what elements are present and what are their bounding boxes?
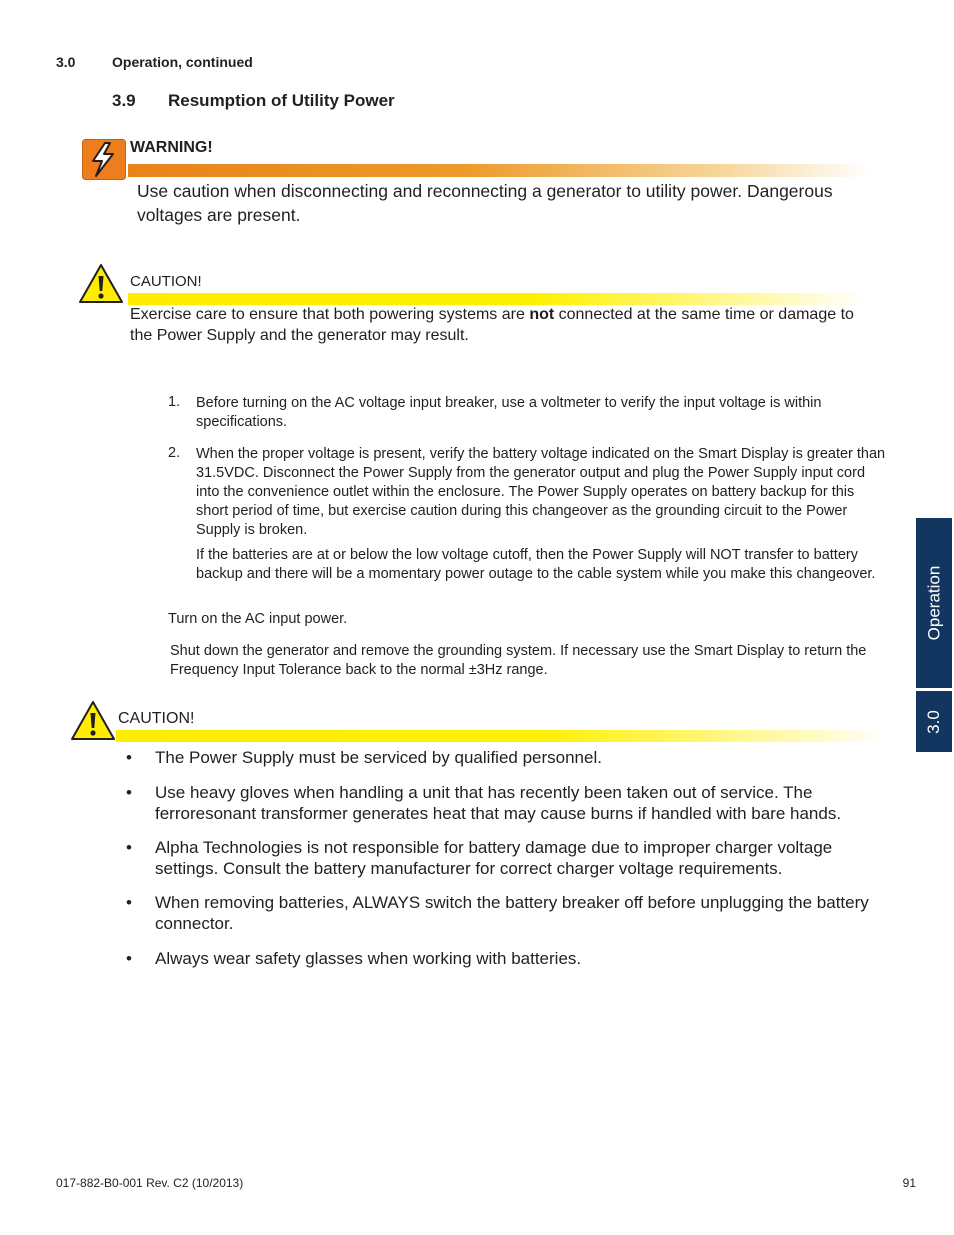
step-text: When the proper voltage is present, verify the battery voltage indicated on the Smart Display is greater than 31.5VDC. Disconnect the Power Supply from the generator output and plug the Power Supply input cord into the convenience outlet within the enclosure. The Power Supply operates on battery backup for this short period of time, but exercise caution during this changeover as the grounding circuit to the Power Supply is broken. <box>196 446 886 538</box>
bullet-marker: • <box>126 949 132 968</box>
bullet-marker: • <box>126 838 132 857</box>
section-header: Operation, continued <box>112 54 253 70</box>
page-number: 91 <box>902 1176 916 1190</box>
chapter-tab-number: 3.0 <box>923 709 943 734</box>
step-number: 2. <box>168 445 181 461</box>
caution-title: CAUTION! <box>130 273 202 290</box>
bullet-marker: • <box>126 893 132 912</box>
warning-text: Use caution when disconnecting and reconnecting a generator to utility power. Dangerous voltages are present. <box>137 181 833 225</box>
warning-title: WARNING! <box>130 139 213 156</box>
caution-text: Exercise care to ensure that both powering systems are not connected at the same time or damage to the Power Supply and the generator may result. <box>130 306 854 344</box>
page-title: Resumption of Utility Power <box>168 91 395 110</box>
lightning-icon <box>82 139 126 180</box>
bullet-marker: • <box>126 783 132 802</box>
bullet-marker: • <box>126 748 132 767</box>
caution-title: CAUTION! <box>118 710 195 727</box>
warning-bar <box>128 164 870 177</box>
exclamation-triangle-icon <box>78 263 124 304</box>
step-text: Turn on the AC input power. <box>168 611 348 627</box>
doc-number: 017-882-B0-001 Rev. C2 (10/2013) <box>56 1176 244 1190</box>
list-item: Use heavy gloves when handling a unit that has recently been taken out of service. The ferroresonant transformer generates heat that may cause burns if handled with bare hands. <box>155 783 842 823</box>
list-item: Always wear safety glasses when working with batteries. <box>155 949 582 968</box>
step-number: 1. <box>168 394 181 410</box>
section-number: 3.0 <box>56 54 76 70</box>
exclamation-triangle-icon <box>70 700 116 741</box>
list-item: Alpha Technologies is not responsible for battery damage due to improper charger voltage settings. Consult the battery manufacturer for correct charger voltage requirements. <box>155 838 833 878</box>
list-item: When removing batteries, ALWAYS switch the battery breaker off before unplugging the battery connector. <box>155 893 869 933</box>
list-item: The Power Supply must be serviced by qualified personnel. <box>155 748 602 767</box>
chapter-tab-label: Operation <box>924 565 944 641</box>
step-text: Before turning on the AC voltage input breaker, use a voltmeter to verify the input voltage is within specifications. <box>196 395 822 430</box>
step-text: Shut down the generator and remove the grounding system. If necessary use the Smart Display to return the Frequency Input Tolerance back to the normal ±3Hz range. <box>170 643 867 678</box>
step-note: If the batteries are at or below the low voltage cutoff, then the Power Supply will NOT transfer to battery backup and there will be a momentary power outage to the cable system while you make this changeover. <box>196 547 876 582</box>
caution-bar <box>116 730 890 742</box>
subsection-number: 3.9 <box>112 91 136 110</box>
